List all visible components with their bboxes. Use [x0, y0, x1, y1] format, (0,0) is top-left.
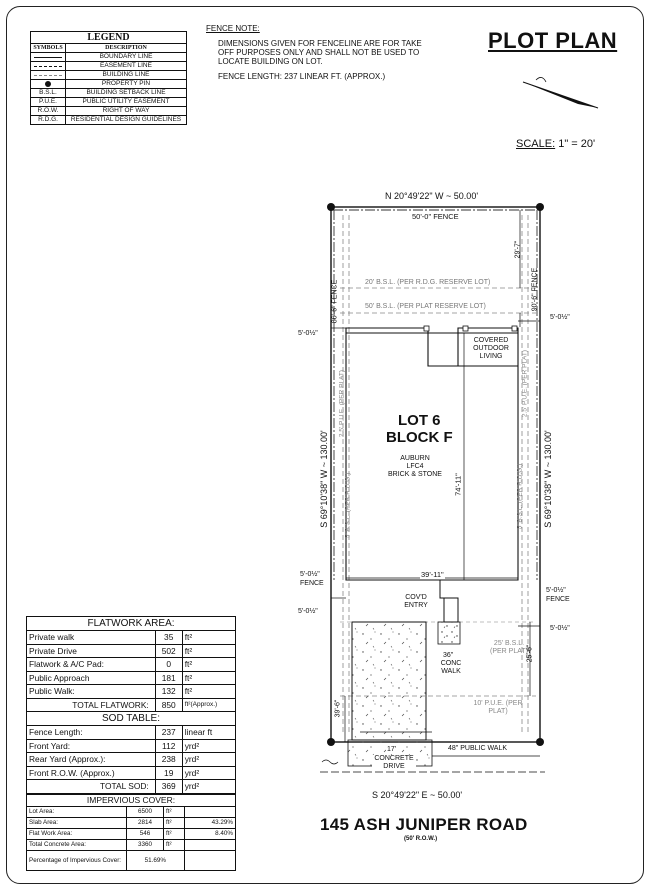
table-row — [27, 753, 236, 767]
row-label: Total Concrete Area: — [27, 839, 127, 850]
legend-description: RIGHT OF WAY — [102, 107, 150, 114]
row-label: Flat Work Area: — [27, 828, 127, 839]
row-unit: ft² — [164, 828, 185, 839]
legend-description: BUILDING SETBACK LINE — [86, 89, 166, 96]
total-value: 850 — [155, 698, 182, 712]
row-value: 112 — [155, 739, 182, 753]
drive-width-dim: 17' — [387, 746, 397, 753]
table-row — [27, 631, 236, 645]
legend-description: PROPERTY PIN — [101, 80, 151, 87]
covered-outdoor-label: COVERED OUTDOOR LIVING — [473, 337, 509, 360]
row-value: 0 — [155, 658, 182, 672]
north-arrow-icon — [523, 77, 598, 108]
row-unit: ft² — [182, 671, 235, 685]
scale-prefix: SCALE: — [516, 138, 556, 150]
fence-lines — [333, 210, 537, 580]
drive-length-dim: 39'-6" — [334, 699, 342, 718]
left-fence-offset: 5'-0½" — [300, 571, 320, 578]
row-label: Front R.O.W. (Approx.) — [27, 766, 156, 780]
row-unit: ft² — [182, 685, 235, 699]
conc-walk-label: CONC WALK — [440, 660, 462, 675]
table-row — [27, 698, 236, 712]
right-fence-offset: 5'-0½" — [546, 587, 566, 594]
row-unit: ft² — [182, 644, 235, 658]
table-row — [27, 828, 236, 839]
row-unit: ft² — [182, 631, 235, 645]
south-bearing: S 20°49'22" E ~ 50.00' — [372, 790, 463, 800]
legend-description: PUBLIC UTILITY EASEMENT — [82, 98, 170, 105]
legend-symbol: P.U.E. — [31, 98, 66, 106]
row-unit: yrd² — [182, 766, 235, 780]
right-fence-tag: FENCE — [546, 596, 570, 603]
pue-left-label: 2.5' P.U.E. (PER PLAT) — [338, 369, 346, 438]
row-value: 19 — [155, 766, 182, 780]
row-unit: ft² — [164, 839, 185, 850]
row-percent — [184, 839, 235, 850]
legend-symbol: B.S.L. — [31, 89, 66, 97]
scale-value: 1" = 20' — [558, 138, 596, 150]
row-unit: yrd² — [182, 739, 235, 753]
concrete-drive-label: CONCRETE DRIVE — [372, 755, 416, 771]
bsl-left-label: 5' B.S.L. (PER R.D.G.) — [344, 472, 352, 539]
row-value: 3360 — [127, 839, 164, 850]
rear-fence-label: 50'-0" FENCE — [412, 212, 459, 221]
right-fence-length: 90'-6" FENCE — [531, 267, 539, 312]
legend-description: RESIDENTIAL DESIGN GUIDELINES — [70, 116, 182, 123]
row-value: 181 — [155, 671, 182, 685]
row-percent: 8.40% — [184, 828, 235, 839]
table-row — [27, 806, 236, 817]
table-row — [27, 780, 236, 794]
row-label: Rear Yard (Approx.): — [27, 753, 156, 767]
row-value: 35 — [155, 631, 182, 645]
row-unit: yrd² — [182, 753, 235, 767]
legend-title: LEGEND — [31, 32, 186, 44]
east-bearing: S 69°10'38" W ~ 130.00' — [543, 430, 553, 528]
row-label: Public Walk: — [27, 685, 156, 699]
legend-symbol: R.O.W. — [31, 107, 66, 115]
flatwork-table — [26, 616, 236, 794]
left-offset-lower: 5'-0½" — [298, 608, 318, 615]
house-footprint — [346, 328, 518, 580]
bsl-front-label: 25' B.S.L. (PER PLAT) — [490, 640, 528, 655]
sod-title: SOD TABLE: — [27, 712, 236, 726]
row-unit: ft² — [182, 658, 235, 672]
house-depth-dim: 74'-11" — [453, 473, 463, 496]
row-label: Flatwork & A/C Pad: — [27, 658, 156, 672]
row-label: Slab Area: — [27, 817, 127, 828]
row-value: 238 — [155, 753, 182, 767]
lot-number: LOT 6 — [398, 412, 441, 429]
page-title: PLOT PLAN — [488, 28, 618, 53]
exterior-material: BRICK & STONE — [388, 471, 442, 478]
total-label: TOTAL FLATWORK: — [27, 698, 156, 712]
legend-description: BOUNDARY LINE — [99, 53, 153, 60]
table-row — [27, 685, 236, 699]
table-row — [27, 671, 236, 685]
break-line-icon — [322, 760, 338, 764]
rear-offset-dim: 29'-7" — [514, 240, 522, 259]
table-row — [27, 766, 236, 780]
row-width-note: (50' R.O.W.) — [404, 836, 438, 842]
west-bearing: S 69°10'38" W ~ 130.00' — [319, 430, 329, 528]
row-value: 546 — [127, 828, 164, 839]
row-unit: ft² — [164, 806, 185, 817]
fence-note-title: FENCE NOTE: — [206, 24, 260, 33]
conc-walk-area — [438, 622, 460, 644]
legend-col-symbols: SYMBOLS — [31, 44, 66, 52]
total-unit: ft²(Approx.) — [182, 698, 235, 712]
pct-label: Percentage of Impervious Cover: — [27, 850, 127, 870]
table-row — [27, 839, 236, 850]
legend-symbol: R.D.G. — [31, 116, 66, 124]
row-value: 6500 — [127, 806, 164, 817]
table-row — [27, 739, 236, 753]
row-value: 2814 — [127, 817, 164, 828]
plan-name: AUBURN — [400, 455, 430, 462]
row-value: 132 — [155, 685, 182, 699]
table-row — [27, 817, 236, 828]
concrete-drive-area — [352, 622, 426, 740]
total-label: TOTAL SOD: — [27, 780, 156, 794]
left-house-offset: 5'-0½" — [298, 330, 318, 337]
row-label: Front Yard: — [27, 739, 156, 753]
street-address: 145 ASH JUNIPER ROAD — [320, 815, 528, 834]
table-row — [27, 850, 236, 870]
impervious-table — [26, 794, 236, 871]
right-house-offset: 5'-0½" — [550, 314, 570, 321]
row-value: 237 — [155, 726, 182, 740]
left-fence-tag: FENCE — [300, 580, 324, 587]
bsl-plat-label: 50' B.S.L. (PER PLAT RESERVE LOT) — [365, 303, 486, 310]
bsl-right-label: 5' B.S.L. (PER R.D.G.) — [516, 463, 524, 530]
pct-value: 51.69% — [127, 850, 185, 870]
row-label: Public Approach — [27, 671, 156, 685]
row-unit: ft² — [164, 817, 185, 828]
north-bearing: N 20°49'22" W ~ 50.00' — [385, 191, 479, 201]
public-walk-label: 48" PUBLIC WALK — [448, 745, 508, 752]
pue-right-label: 2.5' P.U.E. (PER PLAT) — [521, 349, 529, 418]
row-percent — [184, 806, 235, 817]
front-setback-dim: 25'-6" — [526, 644, 534, 663]
total-value: 369 — [155, 780, 182, 794]
row-value: 502 — [155, 644, 182, 658]
bsl-rdg-label: 20' B.S.L. (PER R.D.G. RESERVE LOT) — [365, 279, 491, 286]
row-percent: 43.29% — [184, 817, 235, 828]
conc-walk-dim: 36" — [443, 652, 454, 659]
pue-front-label: 10' P.U.E. (PER PLAT) — [473, 700, 523, 715]
total-unit: yrd² — [182, 780, 235, 794]
area-tables — [26, 616, 236, 871]
legend-col-description: DESCRIPTION — [105, 45, 147, 51]
row-label: Private walk — [27, 631, 156, 645]
fence-note-body: DIMENSIONS GIVEN FOR FENCELINE ARE FOR TAKE OFF PURPOSES ONLY AND SHALL NOT BE USED TO LOCATE BUILDING ON LOT. — [218, 39, 422, 66]
row-label: Private Drive — [27, 644, 156, 658]
row-label: Fence Length: — [27, 726, 156, 740]
block-letter: BLOCK F — [386, 429, 453, 446]
row-label: Lot Area: — [27, 806, 127, 817]
table-row — [27, 726, 236, 740]
covered-entry — [440, 580, 458, 622]
right-offset-lower: 5'-0½" — [550, 625, 570, 632]
left-fence-length: 86'-6" FENCE — [331, 279, 339, 324]
impervious-title: IMPERVIOUS COVER: — [27, 794, 236, 806]
table-row — [27, 658, 236, 672]
table-row — [27, 644, 236, 658]
plan-code: LFC4 — [406, 463, 424, 470]
flatwork-title: FLATWORK AREA: — [27, 617, 236, 631]
house-width-dim: 39'-11" — [421, 570, 444, 579]
legend-description: BUILDING LINE — [102, 71, 150, 78]
covd-entry-label: COV'D ENTRY — [404, 594, 428, 609]
legend-description: EASEMENT LINE — [100, 62, 152, 69]
fence-length: FENCE LENGTH: 237 LINEAR FT. (APPROX.) — [218, 72, 386, 81]
row-unit: linear ft — [182, 726, 235, 740]
